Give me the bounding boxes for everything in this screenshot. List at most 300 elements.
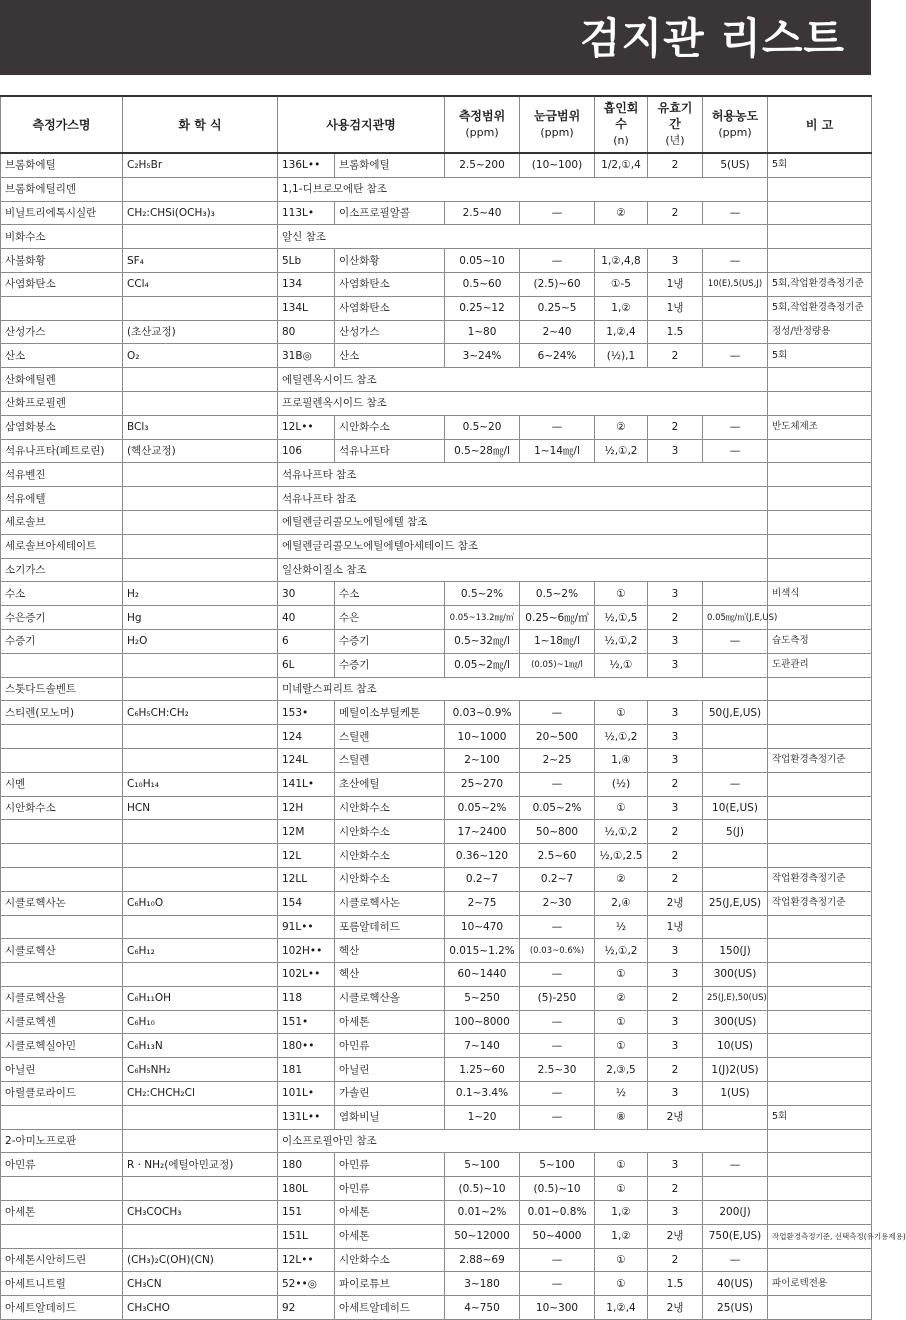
limit-cell (703, 296, 768, 320)
scale-cell: 2~30 (520, 891, 595, 915)
tube-code-cell: 136L•• (278, 153, 335, 177)
tube-code-cell: 151 (278, 1201, 335, 1225)
formula-cell (123, 296, 278, 320)
life-cell: 3 (648, 748, 703, 772)
gas-name-cell: 2-아미노프로판 (1, 1129, 123, 1153)
strokes-cell: ① (595, 796, 648, 820)
scale-cell: 50~800 (520, 820, 595, 844)
limit-cell: — (703, 629, 768, 653)
limit-cell: 5(J) (703, 820, 768, 844)
formula-cell: CH₃CHO (123, 1296, 278, 1320)
scale-cell: 6~24% (520, 344, 595, 368)
limit-cell: 5(US) (703, 153, 768, 177)
formula-cell: (초산교정) (123, 320, 278, 344)
remark-cell: 작업환경측정기준 (768, 867, 872, 891)
remark-cell (768, 1034, 872, 1058)
tube-name-cell: 포름알데히드 (335, 915, 445, 939)
formula-cell: CH₃COCH₃ (123, 1201, 278, 1225)
table-row (1, 915, 872, 939)
strokes-cell: ½ (595, 915, 648, 939)
formula-cell: H₂ (123, 582, 278, 606)
gas-name-cell: 시클로헥산 (1, 939, 123, 963)
range-cell: 100~8000 (445, 1010, 520, 1034)
limit-cell: 10(E,US) (703, 796, 768, 820)
scale-cell: (5)-250 (520, 986, 595, 1010)
life-cell: 3 (648, 796, 703, 820)
gas-name-cell: 수은증기 (1, 606, 123, 630)
remark-cell: 도관관리 (768, 653, 872, 677)
tube-name-cell: 수증기 (335, 629, 445, 653)
table-row (1, 963, 872, 987)
tube-code-cell: 180 (278, 1153, 335, 1177)
formula-cell (123, 1105, 278, 1129)
gas-name-cell: 아세톤시안히드린 (1, 1248, 123, 1272)
range-cell: 0.1~3.4% (445, 1082, 520, 1106)
strokes-cell: (½) (595, 772, 648, 796)
tube-code-cell: 80 (278, 320, 335, 344)
tube-code-cell: 5Lb (278, 249, 335, 273)
remark-cell (768, 1177, 872, 1201)
table-row (1, 153, 872, 177)
tube-code-cell: 12L•• (278, 1248, 335, 1272)
tube-name-cell: 헥산 (335, 963, 445, 987)
remark-cell (768, 820, 872, 844)
tube-name-cell: 산소 (335, 344, 445, 368)
range-cell: 0.05~2% (445, 796, 520, 820)
formula-cell: C₆H₅NH₂ (123, 1058, 278, 1082)
formula-cell (123, 963, 278, 987)
remark-cell (768, 225, 872, 249)
formula-cell (123, 487, 278, 511)
scale-cell: — (520, 201, 595, 225)
table-row (1, 1153, 872, 1177)
range-cell: 0.5~20 (445, 415, 520, 439)
table-row (1, 1177, 872, 1201)
limit-cell: 300(US) (703, 963, 768, 987)
table-row (1, 1058, 872, 1082)
table-row (1, 1034, 872, 1058)
formula-cell (123, 534, 278, 558)
table-row (1, 415, 872, 439)
formula-cell: (CH₃)₂C(OH)(CN) (123, 1248, 278, 1272)
scale-cell: 0.5~2% (520, 582, 595, 606)
range-cell: 5~100 (445, 1153, 520, 1177)
tube-code-cell: 180L (278, 1177, 335, 1201)
gas-name-cell: 사염화탄소 (1, 272, 123, 296)
formula-cell: CH₂:CHCH₂Cl (123, 1082, 278, 1106)
gas-name-cell: 소기가스 (1, 558, 123, 582)
tube-code-cell: 12H (278, 796, 335, 820)
tube-code-cell: 151L (278, 1224, 335, 1248)
remark-cell: 작업환경측정기준 (768, 748, 872, 772)
life-cell: 2 (648, 201, 703, 225)
limit-cell (703, 915, 768, 939)
table-row (1, 986, 872, 1010)
remark-cell (768, 915, 872, 939)
life-cell: 2 (648, 153, 703, 177)
tube-name-cell: 수은 (335, 606, 445, 630)
formula-cell: C₆H₁₂ (123, 939, 278, 963)
table-row (1, 582, 872, 606)
tube-name-cell: 가솔린 (335, 1082, 445, 1106)
life-cell: 2 (648, 844, 703, 868)
reference-cell: 석유나프타 참조 (278, 487, 768, 511)
formula-cell: C₆H₁₃N (123, 1034, 278, 1058)
table-row (1, 1129, 872, 1153)
formula-cell (123, 844, 278, 868)
formula-cell (123, 510, 278, 534)
strokes-cell: 1,②,4 (595, 320, 648, 344)
remark-cell (768, 368, 872, 392)
remark-cell (768, 1153, 872, 1177)
tube-name-cell: 브롬화에틸 (335, 153, 445, 177)
range-cell: (0.5)~10 (445, 1177, 520, 1201)
limit-cell (703, 748, 768, 772)
scale-cell: 2~40 (520, 320, 595, 344)
limit-cell: 40(US) (703, 1272, 768, 1296)
tube-name-cell: 시안화수소 (335, 1248, 445, 1272)
gas-name-cell (1, 867, 123, 891)
range-cell: 2~100 (445, 748, 520, 772)
table-row (1, 629, 872, 653)
remark-cell: 5회 (768, 1105, 872, 1129)
reference-cell: 에틸렌글리콜모노에틸에텔아세테이드 참조 (278, 534, 768, 558)
gas-name-cell: 세로솔브 (1, 510, 123, 534)
remark-cell (768, 963, 872, 987)
header-tube: 사용검지관명 (278, 96, 445, 153)
gas-name-cell: 석유나프타(페트로린) (1, 439, 123, 463)
reference-cell: 프로필렌옥시이드 참조 (278, 391, 768, 415)
gas-name-cell (1, 1105, 123, 1129)
life-cell: 3 (648, 725, 703, 749)
remark-cell (768, 487, 872, 511)
remark-cell (768, 606, 872, 630)
life-cell: 2 (648, 867, 703, 891)
limit-cell: 25(US) (703, 1296, 768, 1320)
limit-cell (703, 867, 768, 891)
limit-cell: 0.05㎎/㎥(J,E,US) (703, 606, 768, 630)
gas-name-cell: 시클로헥사논 (1, 891, 123, 915)
remark-cell: 작업환경측정기준, 선택측정(유기용제용) (768, 1224, 872, 1248)
gas-name-cell (1, 748, 123, 772)
range-cell: 17~2400 (445, 820, 520, 844)
range-cell: 0.5~32㎎/l (445, 629, 520, 653)
formula-cell: Hg (123, 606, 278, 630)
table-row (1, 320, 872, 344)
strokes-cell: ① (595, 1248, 648, 1272)
table-row (1, 439, 872, 463)
table-row (1, 844, 872, 868)
life-cell: 3 (648, 963, 703, 987)
life-cell: 2 (648, 1248, 703, 1272)
table-row (1, 677, 872, 701)
scale-cell: (10~100) (520, 153, 595, 177)
scale-cell: 10~300 (520, 1296, 595, 1320)
tube-name-cell: 시클로헥사논 (335, 891, 445, 915)
formula-cell (123, 225, 278, 249)
strokes-cell: 1,② (595, 1201, 648, 1225)
limit-cell (703, 320, 768, 344)
table-row (1, 1105, 872, 1129)
range-cell: 7~140 (445, 1034, 520, 1058)
gas-name-cell: 수소 (1, 582, 123, 606)
limit-cell: 200(J) (703, 1201, 768, 1225)
table-row (1, 272, 872, 296)
gas-name-cell (1, 963, 123, 987)
tube-code-cell: 124L (278, 748, 335, 772)
header-strokes: 흡인회수 (n) (595, 96, 648, 153)
life-cell: 3 (648, 1034, 703, 1058)
scale-cell: — (520, 1082, 595, 1106)
formula-cell (123, 725, 278, 749)
formula-cell: C₆H₅CH:CH₂ (123, 701, 278, 725)
table-row (1, 249, 872, 273)
remark-cell (768, 391, 872, 415)
formula-cell (123, 820, 278, 844)
header-scale: 눈금범위 (ppm) (520, 96, 595, 153)
tube-code-cell: 181 (278, 1058, 335, 1082)
strokes-cell: ①-5 (595, 272, 648, 296)
header-formula: 화 학 식 (123, 96, 278, 153)
tube-name-cell: 시안화수소 (335, 820, 445, 844)
strokes-cell: ① (595, 1153, 648, 1177)
tube-code-cell: 151• (278, 1010, 335, 1034)
table-row (1, 796, 872, 820)
remark-cell (768, 939, 872, 963)
gas-name-cell: 브롬화에틸리덴 (1, 177, 123, 201)
tube-name-cell: 스틸렌 (335, 725, 445, 749)
tube-code-cell: 101L• (278, 1082, 335, 1106)
scale-cell: — (520, 415, 595, 439)
gas-name-cell: 스톳다드솔벤트 (1, 677, 123, 701)
formula-cell (123, 463, 278, 487)
tube-name-cell: 아세톤 (335, 1224, 445, 1248)
scale-cell: 0.2~7 (520, 867, 595, 891)
life-cell: 3 (648, 653, 703, 677)
formula-cell (123, 915, 278, 939)
table-row (1, 201, 872, 225)
limit-cell: 10(E),5(US,J) (703, 272, 768, 296)
strokes-cell: ② (595, 415, 648, 439)
range-cell: 25~270 (445, 772, 520, 796)
gas-name-cell: 산소 (1, 344, 123, 368)
tube-name-cell: 스틸렌 (335, 748, 445, 772)
life-cell: 2 (648, 820, 703, 844)
tube-name-cell: 아세트알데히드 (335, 1296, 445, 1320)
reference-cell: 에틸렌글리콜모노에틸에텔 참조 (278, 510, 768, 534)
remark-cell (768, 558, 872, 582)
strokes-cell: ② (595, 867, 648, 891)
tube-name-cell: 파이로튜브 (335, 1272, 445, 1296)
formula-cell: HCN (123, 796, 278, 820)
tube-name-cell: 시안화수소 (335, 844, 445, 868)
life-cell: 2냉 (648, 1224, 703, 1248)
limit-cell: — (703, 772, 768, 796)
formula-cell: C₁₀H₁₄ (123, 772, 278, 796)
table-row (1, 1010, 872, 1034)
tube-code-cell: 12LL (278, 867, 335, 891)
gas-name-cell (1, 296, 123, 320)
table-row (1, 772, 872, 796)
range-cell: 5~250 (445, 986, 520, 1010)
tube-code-cell: 113L• (278, 201, 335, 225)
strokes-cell: ½,①,2 (595, 939, 648, 963)
formula-cell (123, 677, 278, 701)
tube-code-cell: 118 (278, 986, 335, 1010)
tube-name-cell: 사염화탄소 (335, 296, 445, 320)
tube-name-cell: 아닐린 (335, 1058, 445, 1082)
reference-cell: 미네랄스피리트 참조 (278, 677, 768, 701)
life-cell: 1냉 (648, 296, 703, 320)
remark-cell (768, 249, 872, 273)
remark-cell: 정성/반정량용 (768, 320, 872, 344)
formula-cell (123, 391, 278, 415)
limit-cell: 1(J)2(US) (703, 1058, 768, 1082)
formula-cell (123, 1129, 278, 1153)
formula-cell: SF₄ (123, 249, 278, 273)
scale-cell: 2~25 (520, 748, 595, 772)
table-row (1, 510, 872, 534)
remark-cell (768, 201, 872, 225)
gas-name-cell: 아세톤 (1, 1201, 123, 1225)
formula-cell: O₂ (123, 344, 278, 368)
tube-name-cell: 아세톤 (335, 1010, 445, 1034)
table-row (1, 1201, 872, 1225)
range-cell: 1~20 (445, 1105, 520, 1129)
strokes-cell: 1,④ (595, 748, 648, 772)
scale-cell: (0.05)~1㎎/l (520, 653, 595, 677)
tube-code-cell: 12L (278, 844, 335, 868)
life-cell: 1냉 (648, 915, 703, 939)
tube-code-cell: 180•• (278, 1034, 335, 1058)
formula-cell (123, 748, 278, 772)
limit-cell: — (703, 344, 768, 368)
remark-cell (768, 534, 872, 558)
remark-cell (768, 1296, 872, 1320)
limit-cell (703, 1177, 768, 1201)
range-cell: 0.015~1.2% (445, 939, 520, 963)
range-cell: 4~750 (445, 1296, 520, 1320)
life-cell: 2 (648, 344, 703, 368)
range-cell: 0.03~0.9% (445, 701, 520, 725)
reference-cell: 석유나프타 참조 (278, 463, 768, 487)
strokes-cell: ① (595, 1034, 648, 1058)
header-remark: 비 고 (768, 96, 872, 153)
range-cell: 1~80 (445, 320, 520, 344)
gas-name-cell: 시클로헥산올 (1, 986, 123, 1010)
life-cell: 3 (648, 582, 703, 606)
strokes-cell: ½,①,2 (595, 725, 648, 749)
formula-cell: CCl₄ (123, 272, 278, 296)
table-row (1, 1224, 872, 1248)
scale-cell: (0.5)~10 (520, 1177, 595, 1201)
limit-cell: 10(US) (703, 1034, 768, 1058)
tube-name-cell: 석유나프타 (335, 439, 445, 463)
formula-cell: C₆H₁₀O (123, 891, 278, 915)
table-row (1, 1272, 872, 1296)
range-cell: 0.2~7 (445, 867, 520, 891)
life-cell: 1.5 (648, 320, 703, 344)
formula-cell (123, 1177, 278, 1201)
tube-name-cell: 메틸이소부틸케톤 (335, 701, 445, 725)
remark-cell: 습도측정 (768, 629, 872, 653)
strokes-cell: ① (595, 701, 648, 725)
life-cell: 3 (648, 701, 703, 725)
life-cell: 2냉 (648, 891, 703, 915)
range-cell: 3~180 (445, 1272, 520, 1296)
remark-cell: 파이로텍전용 (768, 1272, 872, 1296)
tube-name-cell: 아민류 (335, 1034, 445, 1058)
remark-cell: 5회 (768, 344, 872, 368)
gas-name-cell: 시클로헥실아민 (1, 1034, 123, 1058)
formula-cell (123, 558, 278, 582)
life-cell: 3 (648, 629, 703, 653)
limit-cell: — (703, 201, 768, 225)
gas-name-cell: 수증기 (1, 629, 123, 653)
strokes-cell: 1,②,4 (595, 1296, 648, 1320)
strokes-cell: 1,② (595, 296, 648, 320)
table-row (1, 534, 872, 558)
gas-name-cell: 아릴클로라이드 (1, 1082, 123, 1106)
gas-name-cell: 아닐린 (1, 1058, 123, 1082)
tube-name-cell: 아민류 (335, 1153, 445, 1177)
scale-cell: 20~500 (520, 725, 595, 749)
remark-cell (768, 1248, 872, 1272)
table-row (1, 225, 872, 249)
formula-cell: BCl₃ (123, 415, 278, 439)
life-cell: 2 (648, 1058, 703, 1082)
table-row (1, 1296, 872, 1320)
tube-code-cell: 124 (278, 725, 335, 749)
formula-cell (123, 1224, 278, 1248)
life-cell: 2 (648, 415, 703, 439)
limit-cell: 50(J,E,US) (703, 701, 768, 725)
strokes-cell: ① (595, 582, 648, 606)
reference-cell: 1,1-디브로모에탄 참조 (278, 177, 768, 201)
title-banner (0, 0, 871, 75)
reference-cell: 에틸렌옥시이드 참조 (278, 368, 768, 392)
formula-cell: C₆H₁₁OH (123, 986, 278, 1010)
gas-name-cell (1, 653, 123, 677)
range-cell: 2.88~69 (445, 1248, 520, 1272)
range-cell: 0.05~13.2㎎/㎥ (445, 606, 520, 630)
scale-cell: 2.5~30 (520, 1058, 595, 1082)
gas-name-cell: 세로솔브아세테이트 (1, 534, 123, 558)
range-cell: 0.5~28㎎/l (445, 439, 520, 463)
gas-name-cell: 비화수소 (1, 225, 123, 249)
scale-cell: 1~18㎎/l (520, 629, 595, 653)
formula-cell: CH₃CN (123, 1272, 278, 1296)
table-row (1, 344, 872, 368)
tube-name-cell: 이산화황 (335, 249, 445, 273)
tube-name-cell: 수소 (335, 582, 445, 606)
gas-name-cell: 비닐트리에톡시실란 (1, 201, 123, 225)
limit-cell (703, 725, 768, 749)
tube-name-cell: 염화비닐 (335, 1105, 445, 1129)
formula-cell: R · NH₂(에틸아민교정) (123, 1153, 278, 1177)
gas-name-cell: 아민류 (1, 1153, 123, 1177)
reference-cell: 알신 참조 (278, 225, 768, 249)
strokes-cell: ½,①,2 (595, 820, 648, 844)
range-cell: 60~1440 (445, 963, 520, 987)
remark-cell (768, 1082, 872, 1106)
formula-cell (123, 368, 278, 392)
header-limit: 허용농도 (ppm) (703, 96, 768, 153)
gas-name-cell: 시멘 (1, 772, 123, 796)
remark-cell: 작업환경측정기준 (768, 891, 872, 915)
gas-name-cell (1, 1224, 123, 1248)
range-cell: 50~12000 (445, 1224, 520, 1248)
